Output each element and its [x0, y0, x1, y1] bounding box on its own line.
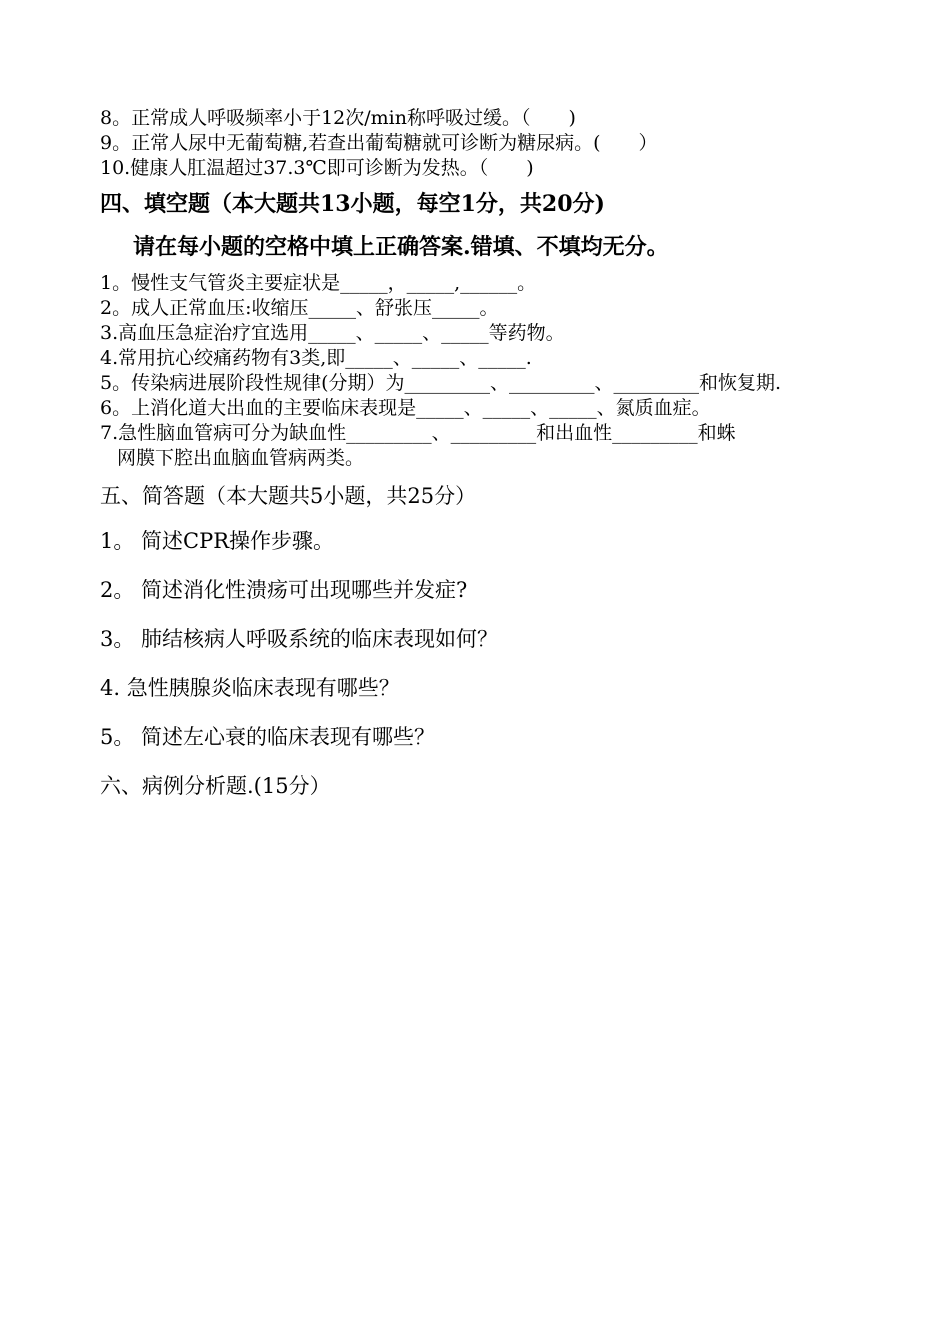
fill-in-items: [100, 271, 862, 471]
short-answer-questions: [100, 527, 862, 751]
section-6-title: 六、病例分析题.(15分）: [100, 774, 331, 798]
fill-item-3: 3.高血压急症治疗宜选用_____、_____、_____等药物。: [100, 322, 565, 344]
tf-item-9: 9。正常人尿中无葡萄糖,若查出葡萄糖就可诊断为糖尿病。( ）: [100, 132, 658, 154]
fill-item-2: 2。成人正常血压:收缩压_____、舒张压_____。: [100, 297, 499, 319]
question-3: 3。 肺结核病人呼吸系统的临床表现如何？: [100, 627, 499, 651]
section-4-title: 四、填空题（本大题共13小题，每空1分，共20分): [100, 191, 605, 217]
tf-item-8: 8。正常成人呼吸频率小于12次/min称呼吸过缓。（ ): [100, 107, 576, 129]
question-4: 4. 急性胰腺炎临床表现有哪些？: [100, 676, 400, 700]
section-4-instruction: 请在每小题的空格中填上正确答案.错填、不填均无分。: [133, 234, 669, 260]
question-5: 5。 简述左心衰的临床表现有哪些？: [100, 725, 436, 749]
fill-item-1: 1。慢性支气管炎主要症状是_____，_____,______。: [100, 272, 537, 294]
tf-item-10: 10.健康人肛温超过37.3℃即可诊断为发热。（ ): [100, 157, 534, 179]
question-2: 2。 简述消化性溃疡可出现哪些并发症?: [100, 578, 468, 602]
true-false-items: [100, 106, 862, 181]
exam-content: [100, 106, 862, 800]
question-1: 1。 简述CPR操作步骤。: [100, 529, 335, 553]
fill-item-7-line-1: 7.急性脑血管病可分为缺血性_________、_________和出血性_________和蛛: [100, 422, 736, 444]
fill-item-6: 6。上消化道大出血的主要临床表现是_____、_____、_____、氮质血症。: [100, 397, 711, 419]
fill-item-5: 5。传染病进展阶段性规律(分期）为_________、_________、_________和恢复期.: [100, 372, 782, 394]
section-5-title: 五、简答题（本大题共5小题，共25分）: [100, 484, 477, 508]
fill-item-7-line-2: 网膜下腔出血脑血管病两类。: [117, 447, 365, 469]
fill-item-4: 4.常用抗心绞痛药物有3类,即_____、_____、_____.: [100, 347, 532, 369]
